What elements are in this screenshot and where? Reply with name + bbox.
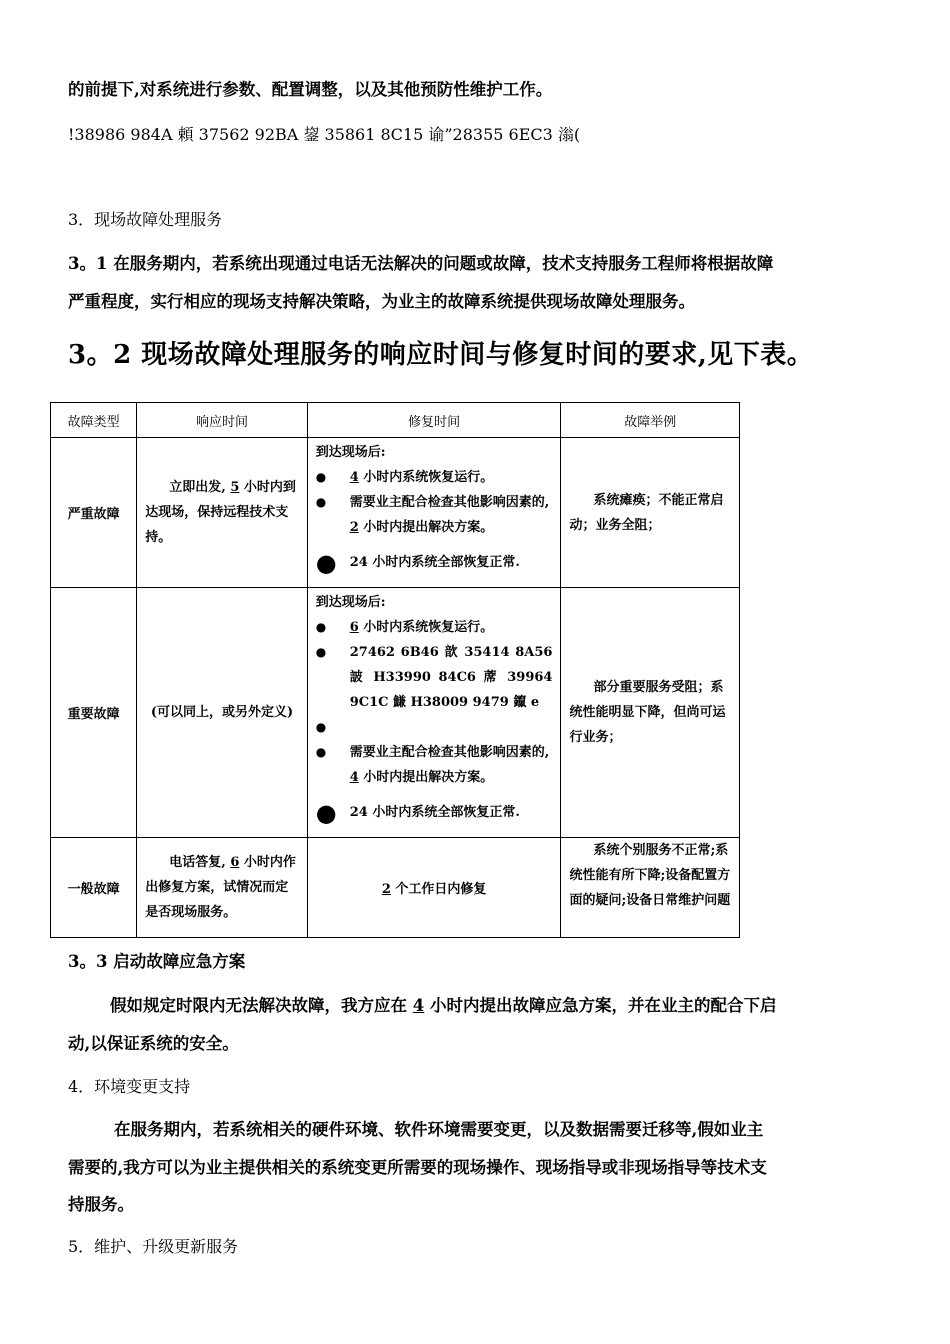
s32-heading: 3。2 现场故障处理服务的响应时间与修复时间的要求,见下表。: [68, 340, 814, 370]
repair-text: 小时内提出解决方案。: [358, 520, 494, 535]
repair-final: 24 小时内系统全部恢复正常.: [349, 805, 520, 820]
response-time-cell: [137, 838, 307, 938]
list-item: [316, 740, 553, 790]
response-text: 小时内到达现场，保持远程技术支持。: [145, 480, 296, 545]
response-text: 小时内作出修复方案，试情况而定是否现场服务。: [145, 855, 296, 920]
repair-text: 小时内提出解决方案。: [358, 770, 494, 785]
s33-line1: [110, 992, 776, 1016]
repair-hours: 4: [349, 770, 359, 785]
list-item: [316, 490, 553, 540]
intro-tail-paragraph: 的前提下,对系统进行参数、配置调整，以及其他预防性维护工作。: [68, 80, 553, 99]
garbled-text-line: !38986 984A 頼 37562 92BA 鋆 35861 8C15 谕”28355 6EC3 滃(: [68, 125, 581, 144]
repair-text: 个工作日内修复: [390, 882, 487, 897]
list-item: [316, 550, 553, 575]
large-bullet-icon: ●: [315, 548, 337, 577]
section4-heading: 4．环境变更支持: [68, 1077, 191, 1096]
s33-text: 假如规定时限内无法解决故障，我方应在: [110, 996, 413, 1015]
section3-heading: 3．现场故障处理服务: [68, 210, 223, 229]
example-cell: [561, 588, 740, 838]
header-example: 故障举例: [561, 403, 740, 438]
bullet-icon: ●: [315, 745, 327, 759]
bullet-icon: ●: [315, 645, 327, 659]
example-text: 系统个别服务不正常;系统性能有所下降;设备配置方面的疑问;设备日常维护问题: [569, 843, 731, 908]
s31-line2: 严重程度，实行相应的现场支持解决策略，为业主的故障系统提供现场故障处理服务。: [68, 292, 695, 311]
table-row: [51, 838, 740, 938]
repair-final: 24 小时内系统全部恢复正常.: [349, 555, 520, 570]
repair-text: 需要业主配合检查其他影响因素的,: [349, 495, 550, 510]
example-text: 系统瘫痪；不能正常启动；业务全阻；: [569, 492, 724, 533]
repair-text: 小时内系统恢复运行。: [358, 470, 494, 485]
repair-intro: 到达现场后:: [315, 445, 386, 460]
bullet-icon: ●: [315, 495, 327, 509]
repair-time-cell: [307, 588, 561, 838]
table-row: [51, 588, 740, 838]
response-time-cell: [137, 438, 307, 588]
table-header-row: [51, 403, 740, 438]
repair-hours: 6: [349, 620, 359, 635]
repair-text: 需要业主配合检查其他影响因素的,: [349, 745, 550, 760]
response-text: 电话答复,: [169, 855, 231, 870]
example-cell: [561, 438, 740, 588]
bullet-icon: ●: [315, 620, 327, 634]
header-repair-time: 修复时间: [307, 403, 561, 438]
response-time-cell: (可以同上，或另外定义): [137, 588, 307, 838]
repair-hours: 4: [349, 470, 359, 485]
fault-response-table: [50, 402, 740, 938]
repair-hours: 2: [349, 520, 359, 535]
repair-intro: 到达现场后:: [315, 595, 386, 610]
fault-type-cell: 重要故障: [51, 588, 137, 838]
list-item: [316, 715, 553, 740]
section5-heading: 5．维护、升级更新服务: [68, 1237, 239, 1256]
header-response-time: 响应时间: [137, 403, 307, 438]
fault-type-cell: 一般故障: [51, 838, 137, 938]
s33-text: 小时内提出故障应急方案，并在业主的配合下启: [424, 996, 777, 1015]
list-item: [316, 800, 553, 825]
s33-hours: 4: [412, 996, 425, 1015]
s4-line2: 需要的,我方可以为业主提供相关的系统变更所需要的现场操作、现场指导或非现场指导等技术支: [68, 1158, 767, 1177]
list-item: [316, 465, 553, 490]
table-row: [51, 438, 740, 588]
s33-line2: 动,以保证系统的安全。: [68, 1034, 239, 1053]
repair-time-cell: [307, 438, 561, 588]
s4-line1: 在服务期内，若系统相关的硬件环境、软件环境需要变更，以及数据需要迁移等,假如业主: [114, 1120, 764, 1139]
repair-text: 小时内系统恢复运行。: [358, 620, 494, 635]
fault-type-cell: 严重故障: [51, 438, 137, 588]
header-fault-type: 故障类型: [51, 403, 137, 438]
garbled-text: 27462 6B46 歆 35414 8A56 詖 H33990 84C6 蓆 39964 9C1C 鰜 H38009 9479 鑹 e: [349, 645, 553, 710]
list-item: [316, 640, 553, 715]
list-item: [316, 615, 553, 640]
bullet-icon: ●: [315, 470, 327, 484]
s33-heading: 3。3 启动故障应急方案: [68, 952, 246, 971]
example-text: 部分重要服务受阻；系统性能明显下降，但尚可运行业务；: [569, 680, 726, 745]
repair-time-cell: [307, 838, 561, 938]
response-hours: 5: [230, 480, 240, 495]
large-bullet-icon: ●: [315, 798, 337, 827]
repair-days: 2: [381, 882, 391, 897]
bullet-icon: ●: [315, 720, 327, 734]
example-cell: [561, 838, 740, 938]
response-hours: 6: [230, 855, 240, 870]
response-text: 立即出发,: [169, 480, 231, 495]
s31-line1: 3。1 在服务期内，若系统出现通过电话无法解决的问题或故障，技术支持服务工程师将根据故障: [68, 254, 774, 273]
s4-line3: 持服务。: [68, 1195, 134, 1214]
